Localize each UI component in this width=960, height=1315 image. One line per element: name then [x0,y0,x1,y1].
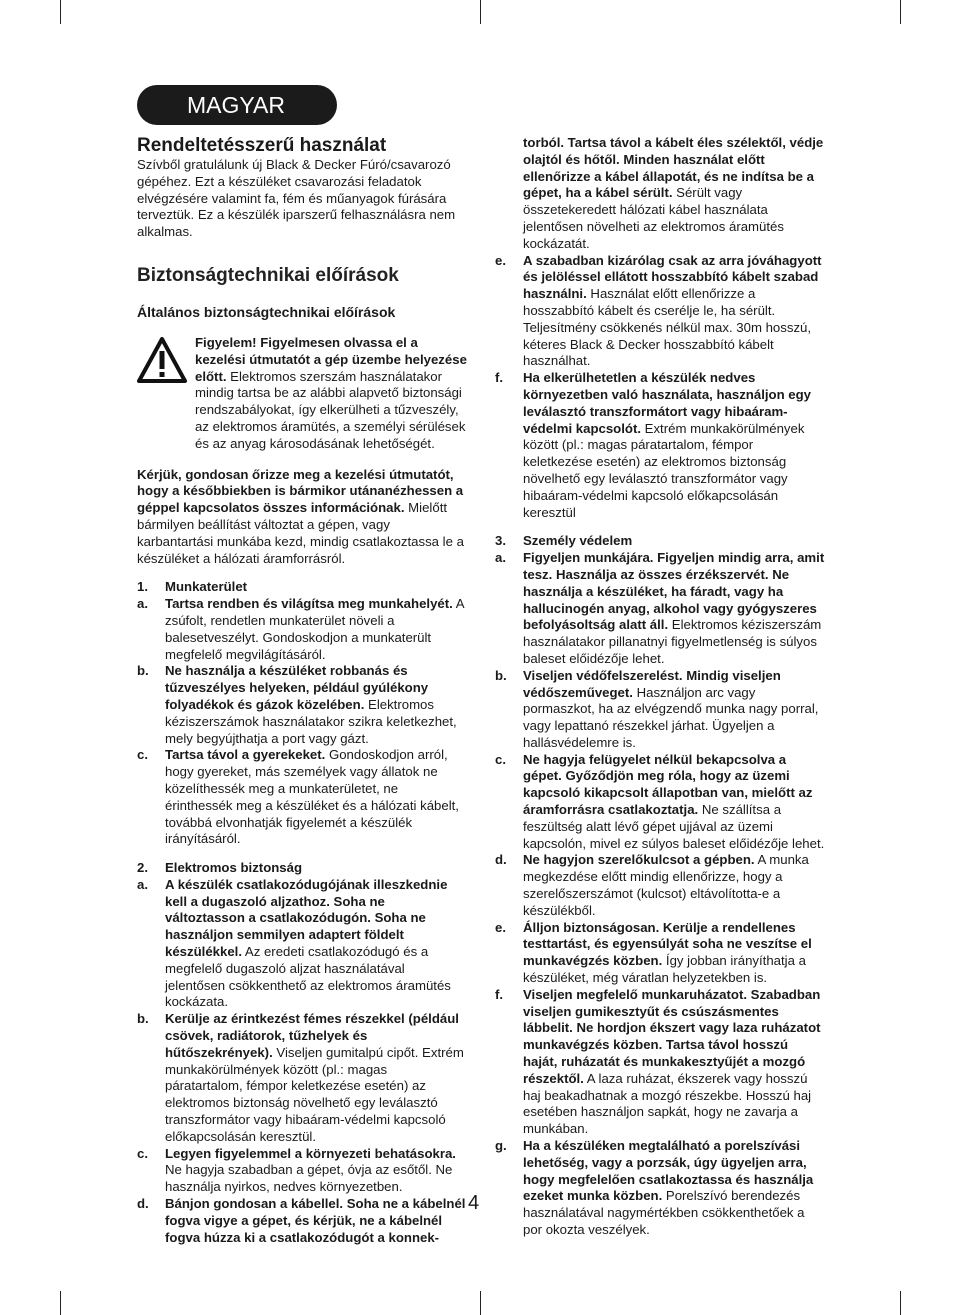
crop-mark [60,1291,61,1315]
right-column [495,135,825,1239]
list-item: g. Ha a készüléken megtalálható a porelszívási lehetőség, vagy a porzsák, úgy ügyeljen arra, hogy megfelelően csatlakoztassa és használja ezeket munka közben. Porelszívó berendezés használatával nagymértékben csökkenthetőek a por okozta veszélyek. [495,1138,814,1237]
list-item: e. Álljon biztonságosan. Kerülje a rendellenes testtartást, és egyensúlyát soha ne veszítse el munkavégzés közben. Így jobban irányíthatja a készüléket, még váratlan helyzetekben is. [495,919,812,986]
list-item: f. Viseljen megfelelő munkaruházatot. Szabadban viseljen gumikesztyűt és csúszásmentes lábbelit. Ne hordjon ékszert vagy laza ruházatot munkavégzés közben. Tartsa távol hosszú haját, ruházatát és munkakesztyűjét a mozgó részektől. A laza ruházat, ékszerek vagy hosszú haj beakadhatnak a mozgó részekbe. Hosszú haj esetében használjon sapkát, hogy ne zavarja a munkában. [495,986,821,1137]
warning-triangle-icon [137,337,187,383]
language-badge: MAGYAR [137,85,337,125]
crop-mark [480,0,481,24]
list-item: b. Ne használja a készüléket robbanás és tűzveszélyes helyeken, például gyúlékony folyadékok és gázok közelében. Elektromos kéziszerszámok használatakor szikra keletkezhet, mely begyújthatja a port vagy gázt. [137,663,457,746]
list-item: d. Ne hagyjon szerelőkulcsot a gépben. A munka megkezdése előtt mindig ellenőrizze, hogy a szerelőszerszámot (kulcsot) eltávolította-e a készülékből. [495,852,809,918]
list-item: f. Ha elkerülhetetlen a készülék nedves környezetben való használata, használjon egy leválasztó transzformátort vagy hibaáram-védelmi kapcsolót. Extrém munkakörülmények között (pl.: magas páratartalom, fémpor keletkezése esetén) az elektromos biztonság növelhető egy leválasztó transzformátor vagy hibaáram-védelmi kapcsoló előkapcsolásán keresztül [495,370,812,520]
keep-manual-text: Kérjük, gondosan őrizze meg a kezelési útmutatót, hogy a későbbiekben is bármikor utánanézhessen a géppel kapcsolatos összes információnak. Mielőtt bármilyen beállítást változtat a gépen, vagy karbantartási munkába kezd, mindig csatlakoztassa le a készüléket a hálózati áramforrásról. [137,466,464,566]
safety-subtitle: Általános biztonságtechnikai előírások [137,303,396,320]
intro-title: Rendeltetésszerű használat [137,135,387,156]
list-item: a. Figyeljen munkájára. Figyeljen mindig arra, amit tesz. Használja az összes érzékszervét. Ne használja a készüléket, ha fáradt, vagy ha hallucinogén anyag, alkohol vagy gyógyszeres befolyásoltság alatt áll. Elektromos kéziszerszám használatakor pillanatnyi figyelmetlenség is súlyos baleset előidézője lehet. [495,550,825,666]
crop-mark [480,1291,481,1315]
list-item: a. Tartsa rendben és világítsa meg munkahelyét. A zsúfolt, rendetlen munkaterület növeli a balesetveszélyt. Gondoskodjon a munkaterült megfelelő megvilágításáról. [137,596,464,662]
list-item: b. Kerülje az érintkezést fémes részekkel (például csövek, radiátorok, tűzhelyek és hűtőszekrények). Viseljen gumitalpú cipőt. Extrém munkakörülmények között (pl.: magas páratartalom, fémpor keletkezése esetén) az elektromos biztonság növelhető egy leválasztó transzformátor vagy hibaáram-védelmi kapcsoló előkapcsolásán keresztül. [137,1011,464,1144]
list-item: c. Tartsa távol a gyerekeket. Gondoskodjon arról, hogy gyereket, más személyek vagy állatok ne közelíthessék meg a munkaterületet, ne érinthessék meg a készüléket és a hálózati kábelt, továbbá elvonhatják figyelemét a készülék irányításáról. [137,747,459,847]
crop-mark [900,1291,901,1315]
intro-text: Szívből gratulálunk új Black & Decker Fúró/csavarozó gépéhez. Ezt a készüléket csavarozási feladatok elvégzésére valamint fa, fém és műanyagok fúrására terveztük. Ez a készülék iparszerű felhasználásra nem alkalmas. [137,157,456,240]
list-item: d. Bánjon gondosan a kábellel. Soha ne a kábelnél fogva vigye a gépet, és kérjük, ne a kábelnél fogva húzza ki a csatlakozódugót a konnek- [137,1196,466,1245]
crop-mark [900,0,901,24]
crop-mark [60,0,61,24]
list-item-continued: torból. Tartsa távol a kábelt éles szélektől, védje olajtól és hőtől. Minden használat előtt ellenőrizze a kábel állapotát, és ne indítsa be a gépet, ha a kábel sérült. Sérült vagy összetekeredett hálózati kábel használata jelentősen növelheti az elektromos áramütés kockázatát. [523,135,824,251]
warning-text: Figyelem! Figyelmesen olvassa el a kezelési útmutatót a gép üzembe helyezése előtt. Elektromos szerszám használatakor mindig tartsa be az alábbi alapvető biztonsági rendszabályokat, így elkerülheti a tűzveszély, az elektromos áramütés, a személyi sérülések és az anyag károsodásának lehetőségét. [195,334,467,451]
section-2-heading: 2. Elektromos biztonság [137,860,303,876]
left-column [137,135,467,1246]
list-item: b. Viseljen védőfelszerelést. Mindig viseljen védőszeműveget. Használjon arc vagy pormaszkot, ha az elvégzendő munka nagy porral, vagy lepattanó részekkel járhat. Ügyeljen a hallásvédelemre is. [495,667,819,750]
section-3-heading: 3. Személy védelem [495,533,633,549]
list-item: a. A készülék csatlakozódugójának illeszkednie kell a dugaszoló aljzathoz. Soha ne változtasson a csatlakozódugón. Soha ne használjon semmilyen adaptert földelt készülékkel. Az eredeti csatlakozódugó és a megfelelő dugaszoló aljzat használatával jelentősen csökkenthető az elektromos áramütés kockázata. [137,876,451,1010]
safety-title: Biztonságtechnikai előírások [137,264,399,286]
section-1-heading: 1. Munkaterület [137,579,248,595]
list-item: c. Legyen figyelemmel a környezeti behatásokra. Ne hagyja szabadban a gépet, óvja az esőtől. Ne használja nyirkos, nedves környezetben. [137,1145,456,1195]
page-number: 4 [468,1192,480,1214]
list-item: e. A szabadban kizárólag csak az arra jóváhagyott és jelöléssel ellátott hosszabbító kábelt szabad használni. Használat előtt ellenőrizze a hosszabbító kábelt és cserélje le, ha sérült. Teljesítmény csökkenés nélkül max. 30m hosszú, kéteres Black & Decker hosszabbító kábelt használhat. [495,252,822,369]
list-item: c. Ne hagyja felügyelet nélkül bekapcsolva a gépet. Győződjön meg róla, hogy az üzemi kapcsoló kikapcsolt állapotban van, mielőtt az áramforrásra csatlakoztatja. Ne szállítsa a feszültség alatt lévő gépet ujjával az üzemi kapcsolón, mivel ez súlyos baleset előidézője lehet. [495,751,825,851]
warning-block [137,335,467,453]
